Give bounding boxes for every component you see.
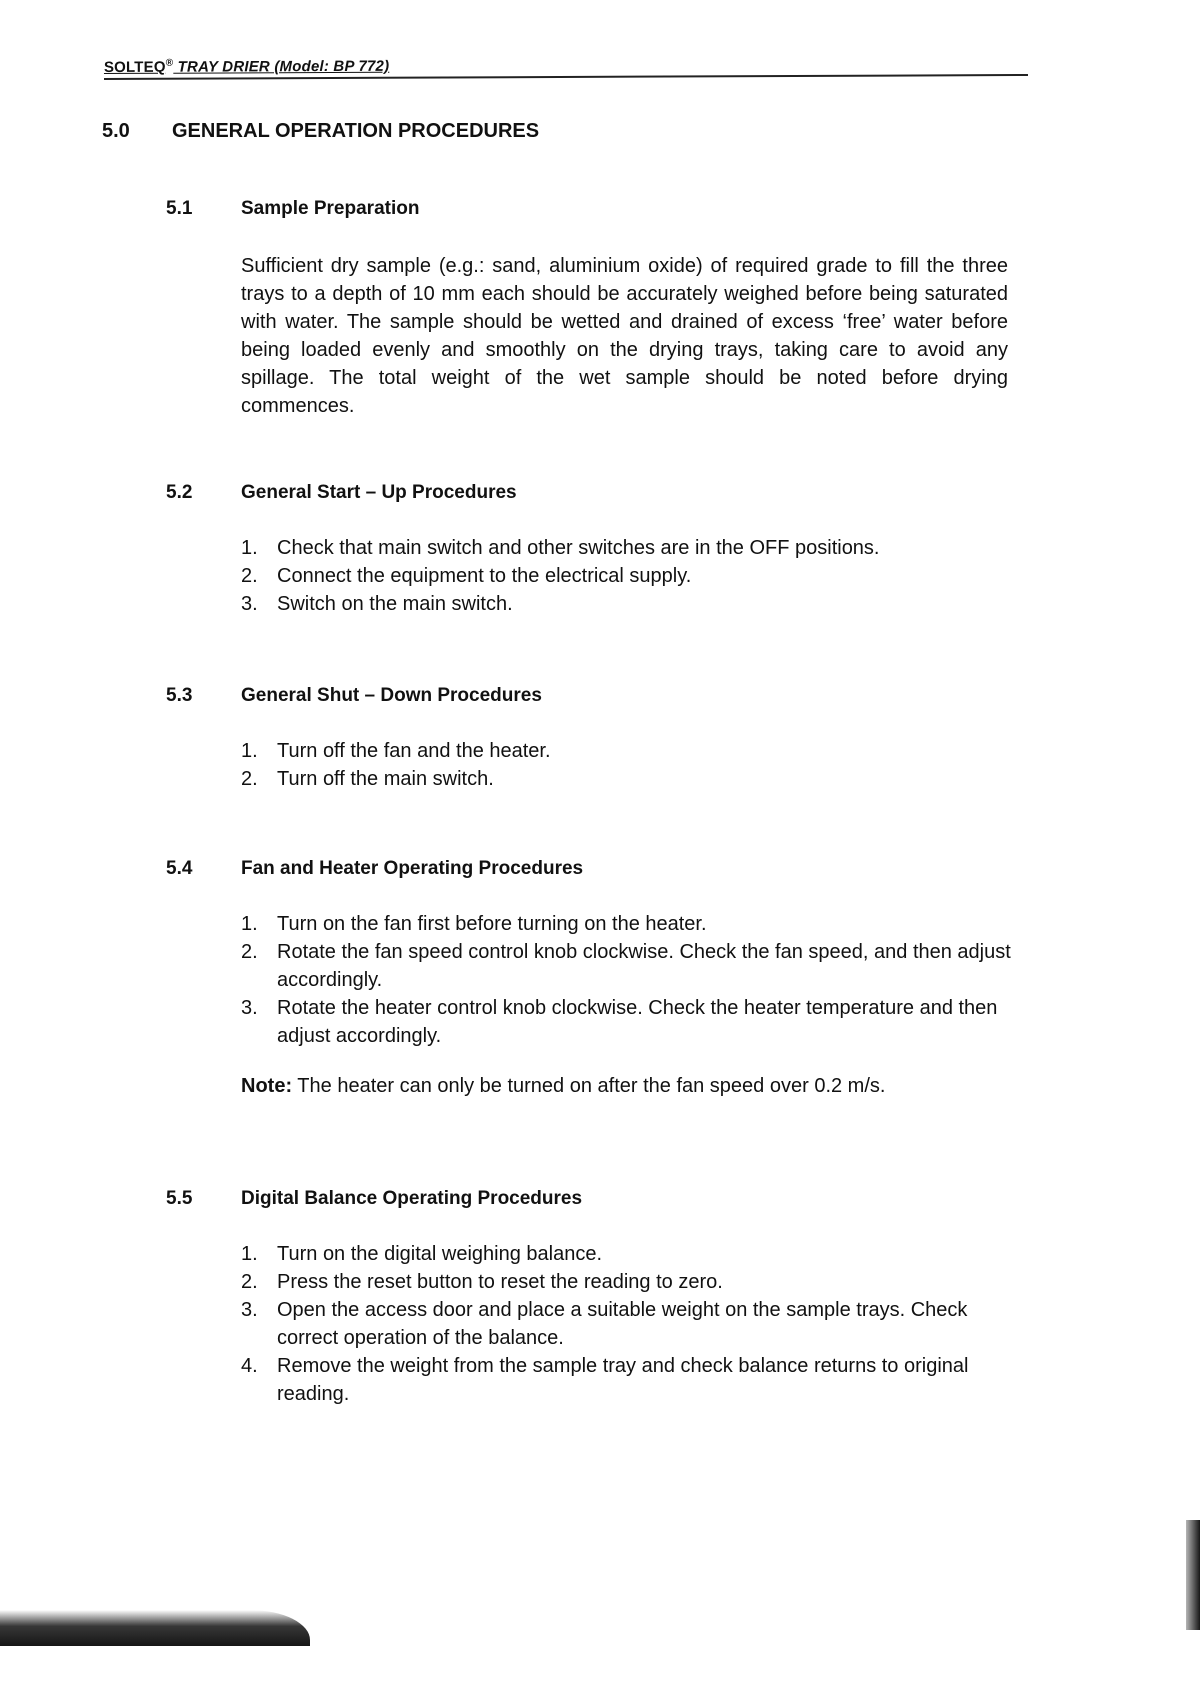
section-title: Sample Preparation — [241, 198, 420, 219]
note — [241, 1072, 1026, 1100]
running-header — [104, 54, 1028, 80]
list-item — [241, 590, 1026, 618]
list-item — [241, 737, 1026, 765]
step-text: Switch on the main switch. — [277, 593, 513, 615]
list-item — [241, 765, 1026, 793]
step-number: 3. — [241, 1299, 258, 1321]
section-number: 5.5 — [166, 1188, 193, 1209]
step-number: 1. — [241, 740, 258, 762]
list-item — [241, 1268, 1026, 1296]
step-text: Turn on the digital weighing balance. — [277, 1243, 603, 1265]
section-number: 5.2 — [166, 482, 193, 503]
list-item — [241, 938, 1026, 994]
list-item — [241, 910, 1026, 938]
shut-down-steps — [241, 737, 1026, 793]
scan-shadow-right — [1186, 1520, 1200, 1630]
section-title: Digital Balance Operating Procedures — [241, 1188, 583, 1209]
section-heading — [166, 858, 1026, 886]
note-text: The heater can only be turned on after the fan speed over 0.2 m/s. — [292, 1075, 886, 1097]
step-number: 3. — [241, 593, 258, 615]
step-text: Check that main switch and other switches are in the OFF positions. — [277, 537, 880, 559]
fan-heater-steps — [241, 910, 1026, 1050]
start-up-steps — [241, 534, 1026, 618]
section-5-1 — [166, 198, 1026, 420]
step-number: 3. — [241, 997, 258, 1019]
main-heading — [102, 120, 539, 143]
step-text: Press the reset button to reset the reading to zero. — [277, 1271, 723, 1293]
step-number: 4. — [241, 1355, 258, 1377]
section-heading — [166, 1188, 1026, 1216]
section-title: General Start – Up Procedures — [241, 482, 517, 503]
section-title: General Shut – Down Procedures — [241, 685, 542, 706]
list-item — [241, 1296, 1026, 1352]
header-model: TRAY DRIER (Model: BP 772) — [173, 57, 390, 76]
section-5-3 — [166, 685, 1026, 793]
header-brand: SOLTEQ — [103, 58, 166, 77]
section-number: 5.1 — [166, 198, 193, 219]
step-text: Rotate the fan speed control knob clockwise. Check the fan speed, and then adjust accordingly. — [277, 941, 1011, 991]
note-label: Note: — [241, 1075, 293, 1097]
section-5-5 — [166, 1188, 1026, 1408]
scan-shadow-left — [0, 1610, 310, 1646]
step-number: 1. — [241, 537, 258, 559]
step-number: 1. — [241, 913, 258, 935]
section-number: 5.3 — [166, 685, 193, 706]
section-heading — [166, 198, 1026, 226]
step-text: Connect the equipment to the electrical supply. — [277, 565, 692, 587]
main-heading-number: 5.0 — [102, 120, 130, 142]
sample-preparation-paragraph: Sufficient dry sample (e.g.: sand, aluminium oxide) of required grade to fill the three trays to a depth of 10 mm each should be accurately weighed before being saturated with water. The sample should be wetted and drained of excess ‘free’ water before being loaded evenly and smoothly on the drying trays, taking care to avoid any spillage. The total weight of the wet sample should be noted before drying commences. — [241, 255, 1008, 417]
section-5-4 — [166, 858, 1026, 1100]
step-number: 2. — [241, 768, 258, 790]
step-number: 1. — [241, 1243, 258, 1265]
list-item — [241, 994, 1026, 1050]
section-title: Fan and Heater Operating Procedures — [241, 858, 584, 879]
step-text: Turn off the fan and the heater. — [277, 740, 551, 762]
step-number: 2. — [241, 941, 258, 963]
step-text: Turn off the main switch. — [277, 768, 494, 790]
balance-steps — [241, 1240, 1026, 1408]
step-number: 2. — [241, 1271, 258, 1293]
step-text: Open the access door and place a suitable weight on the sample trays. Check correct operation of the balance. — [277, 1299, 968, 1349]
list-item — [241, 562, 1026, 590]
step-number: 2. — [241, 565, 258, 587]
section-5-2 — [166, 482, 1026, 618]
header-registered-mark: ® — [165, 57, 174, 69]
main-heading-title: GENERAL OPERATION PROCEDURES — [172, 120, 540, 142]
section-heading — [166, 685, 1026, 713]
step-text: Rotate the heater control knob clockwise. Check the heater temperature and then adjust accordingly. — [277, 997, 998, 1047]
section-number: 5.4 — [166, 858, 193, 879]
step-text: Turn on the fan first before turning on the heater. — [277, 913, 707, 935]
list-item — [241, 534, 1026, 562]
step-text: Remove the weight from the sample tray and check balance returns to original reading. — [277, 1355, 969, 1405]
section-heading — [166, 482, 1026, 510]
list-item — [241, 1352, 1026, 1408]
list-item — [241, 1240, 1026, 1268]
